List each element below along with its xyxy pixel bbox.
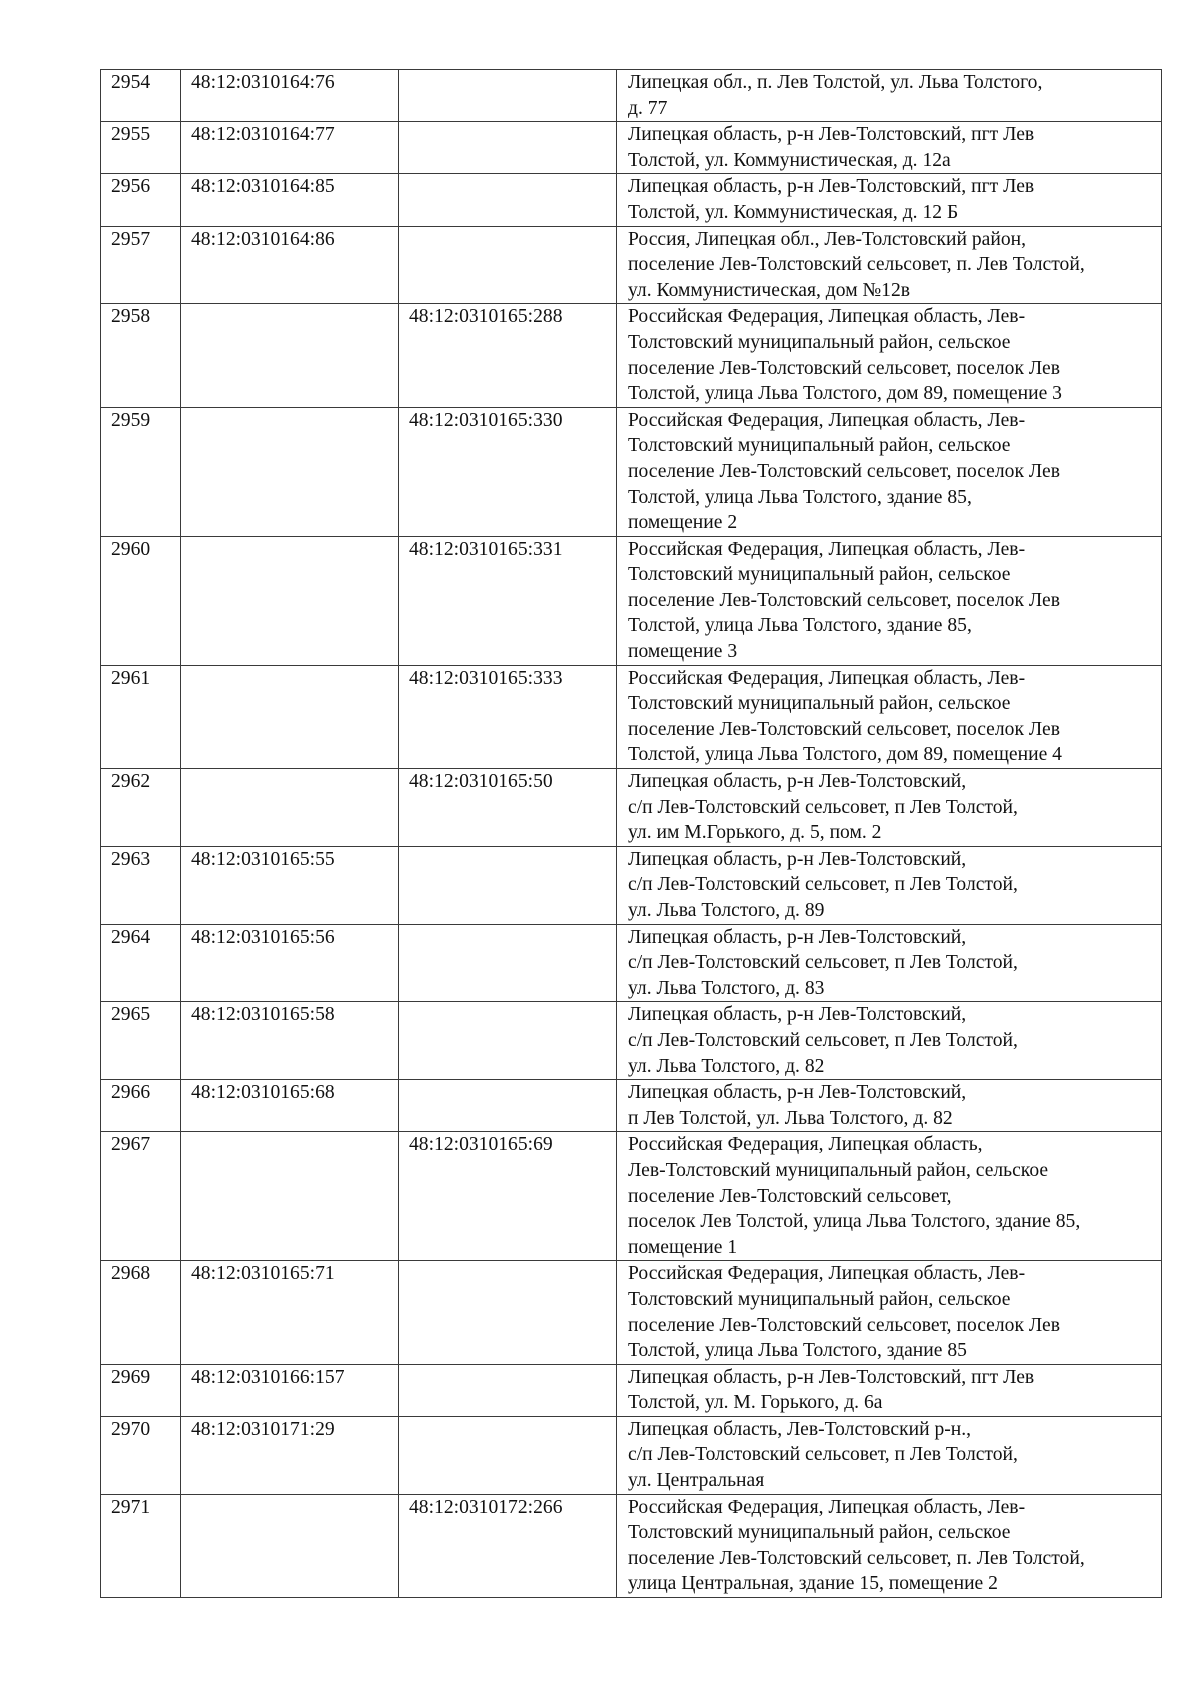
table-row	[101, 1261, 1162, 1364]
land-cadastral-number-cell: 48:12:0310164:76	[181, 70, 399, 122]
address-cell: Липецкая область, р-н Лев-Толстовский, пгт Лев Толстой, ул. М. Горького, д. 6а	[617, 1364, 1162, 1416]
address-cell: Российская Федерация, Липецкая область, Лев- Толстовский муниципальный район, сельское поселение Лев-Толстовский сельсовет, поселок Лев Толстой, улица Льва Толстого, здание 85, помещение 3	[617, 536, 1162, 665]
building-cadastral-number-cell: 48:12:0310165:330	[399, 407, 617, 536]
land-cadastral-number-cell	[181, 536, 399, 665]
land-cadastral-number-cell: 48:12:0310164:77	[181, 122, 399, 174]
building-cadastral-number-cell: 48:12:0310165:50	[399, 769, 617, 847]
land-cadastral-number-cell	[181, 1494, 399, 1597]
table-row	[101, 1364, 1162, 1416]
row-number-cell: 2961	[101, 665, 181, 768]
table-row	[101, 1494, 1162, 1597]
table-row	[101, 1416, 1162, 1494]
land-cadastral-number-cell: 48:12:0310165:55	[181, 846, 399, 924]
land-cadastral-number-cell: 48:12:0310165:71	[181, 1261, 399, 1364]
row-number-cell: 2958	[101, 304, 181, 407]
address-cell: Липецкая область, р-н Лев-Толстовский, пгт Лев Толстой, ул. Коммунистическая, д. 12а	[617, 122, 1162, 174]
land-cadastral-number-cell: 48:12:0310165:68	[181, 1080, 399, 1132]
address-cell: Российская Федерация, Липецкая область, Лев- Толстовский муниципальный район, сельское поселение Лев-Толстовский сельсовет, поселок Лев Толстой, улица Льва Толстого, здание 85	[617, 1261, 1162, 1364]
building-cadastral-number-cell	[399, 1364, 617, 1416]
table-row	[101, 174, 1162, 226]
table-row	[101, 665, 1162, 768]
row-number-cell: 2962	[101, 769, 181, 847]
row-number-cell: 2963	[101, 846, 181, 924]
table-row	[101, 226, 1162, 304]
building-cadastral-number-cell	[399, 1002, 617, 1080]
address-cell: Липецкая область, р-н Лев-Толстовский, с/п Лев-Толстовский сельсовет, п Лев Толстой, ул. Льва Толстого, д. 82	[617, 1002, 1162, 1080]
address-cell: Российская Федерация, Липецкая область, Лев- Толстовский муниципальный район, сельское поселение Лев-Толстовский сельсовет, поселок Лев Толстой, улица Льва Толстого, дом 89, помещение 4	[617, 665, 1162, 768]
building-cadastral-number-cell	[399, 70, 617, 122]
land-cadastral-number-cell: 48:12:0310164:85	[181, 174, 399, 226]
building-cadastral-number-cell: 48:12:0310165:69	[399, 1132, 617, 1261]
building-cadastral-number-cell	[399, 122, 617, 174]
address-cell: Липецкая обл., п. Лев Толстой, ул. Льва Толстого, д. 77	[617, 70, 1162, 122]
address-cell: Российская Федерация, Липецкая область, Лев- Толстовский муниципальный район, сельское поселение Лев-Толстовский сельсовет, п. Лев Толстой, улица Центральная, здание 15, помещение 2	[617, 1494, 1162, 1597]
building-cadastral-number-cell: 48:12:0310165:331	[399, 536, 617, 665]
row-number-cell: 2959	[101, 407, 181, 536]
row-number-cell: 2966	[101, 1080, 181, 1132]
table-row	[101, 1002, 1162, 1080]
building-cadastral-number-cell	[399, 226, 617, 304]
row-number-cell: 2957	[101, 226, 181, 304]
row-number-cell: 2956	[101, 174, 181, 226]
row-number-cell: 2971	[101, 1494, 181, 1597]
address-cell: Липецкая область, р-н Лев-Толстовский, с/п Лев-Толстовский сельсовет, п Лев Толстой, ул. Льва Толстого, д. 89	[617, 846, 1162, 924]
table-row	[101, 846, 1162, 924]
table-row	[101, 536, 1162, 665]
row-number-cell: 2968	[101, 1261, 181, 1364]
row-number-cell: 2965	[101, 1002, 181, 1080]
table-row	[101, 122, 1162, 174]
land-cadastral-number-cell	[181, 407, 399, 536]
building-cadastral-number-cell: 48:12:0310165:333	[399, 665, 617, 768]
land-cadastral-number-cell	[181, 304, 399, 407]
land-cadastral-number-cell	[181, 769, 399, 847]
row-number-cell: 2954	[101, 70, 181, 122]
table-row	[101, 407, 1162, 536]
table-row	[101, 769, 1162, 847]
address-cell: Липецкая область, р-н Лев-Толстовский, с/п Лев-Толстовский сельсовет, п Лев Толстой, ул. Льва Толстого, д. 83	[617, 924, 1162, 1002]
building-cadastral-number-cell	[399, 1080, 617, 1132]
building-cadastral-number-cell	[399, 846, 617, 924]
address-cell: Липецкая область, р-н Лев-Толстовский, пгт Лев Толстой, ул. Коммунистическая, д. 12 Б	[617, 174, 1162, 226]
address-cell: Липецкая область, р-н Лев-Толстовский, п Лев Толстой, ул. Льва Толстого, д. 82	[617, 1080, 1162, 1132]
building-cadastral-number-cell	[399, 1416, 617, 1494]
address-cell: Россия, Липецкая обл., Лев-Толстовский район, поселение Лев-Толстовский сельсовет, п. Лев Толстой, ул. Коммунистическая, дом №12в	[617, 226, 1162, 304]
row-number-cell: 2970	[101, 1416, 181, 1494]
land-cadastral-number-cell	[181, 1132, 399, 1261]
row-number-cell: 2964	[101, 924, 181, 1002]
building-cadastral-number-cell	[399, 174, 617, 226]
land-cadastral-number-cell: 48:12:0310165:58	[181, 1002, 399, 1080]
address-cell: Российская Федерация, Липецкая область, Лев- Толстовский муниципальный район, сельское поселение Лев-Толстовский сельсовет, поселок Лев Толстой, улица Льва Толстого, здание 85, помещение 2	[617, 407, 1162, 536]
table-row	[101, 924, 1162, 1002]
land-cadastral-number-cell: 48:12:0310164:86	[181, 226, 399, 304]
table-row	[101, 1132, 1162, 1261]
land-cadastral-number-cell: 48:12:0310166:157	[181, 1364, 399, 1416]
land-cadastral-number-cell	[181, 665, 399, 768]
table-row	[101, 304, 1162, 407]
row-number-cell: 2955	[101, 122, 181, 174]
building-cadastral-number-cell: 48:12:0310172:266	[399, 1494, 617, 1597]
property-register-table	[100, 69, 1162, 1598]
table-row	[101, 70, 1162, 122]
address-cell: Липецкая область, р-н Лев-Толстовский, с/п Лев-Толстовский сельсовет, п Лев Толстой, ул. им М.Горького, д. 5, пом. 2	[617, 769, 1162, 847]
table-body	[101, 70, 1162, 1598]
table-row	[101, 1080, 1162, 1132]
land-cadastral-number-cell: 48:12:0310165:56	[181, 924, 399, 1002]
building-cadastral-number-cell: 48:12:0310165:288	[399, 304, 617, 407]
building-cadastral-number-cell	[399, 924, 617, 1002]
row-number-cell: 2960	[101, 536, 181, 665]
building-cadastral-number-cell	[399, 1261, 617, 1364]
row-number-cell: 2969	[101, 1364, 181, 1416]
land-cadastral-number-cell: 48:12:0310171:29	[181, 1416, 399, 1494]
address-cell: Российская Федерация, Липецкая область, Лев-Толстовский муниципальный район, сельское поселение Лев-Толстовский сельсовет, поселок Лев Толстой, улица Льва Толстого, здание 85, помещение 1	[617, 1132, 1162, 1261]
address-cell: Липецкая область, Лев-Толстовский р-н., с/п Лев-Толстовский сельсовет, п Лев Толстой, ул. Центральная	[617, 1416, 1162, 1494]
row-number-cell: 2967	[101, 1132, 181, 1261]
address-cell: Российская Федерация, Липецкая область, Лев- Толстовский муниципальный район, сельское поселение Лев-Толстовский сельсовет, поселок Лев Толстой, улица Льва Толстого, дом 89, помещение 3	[617, 304, 1162, 407]
